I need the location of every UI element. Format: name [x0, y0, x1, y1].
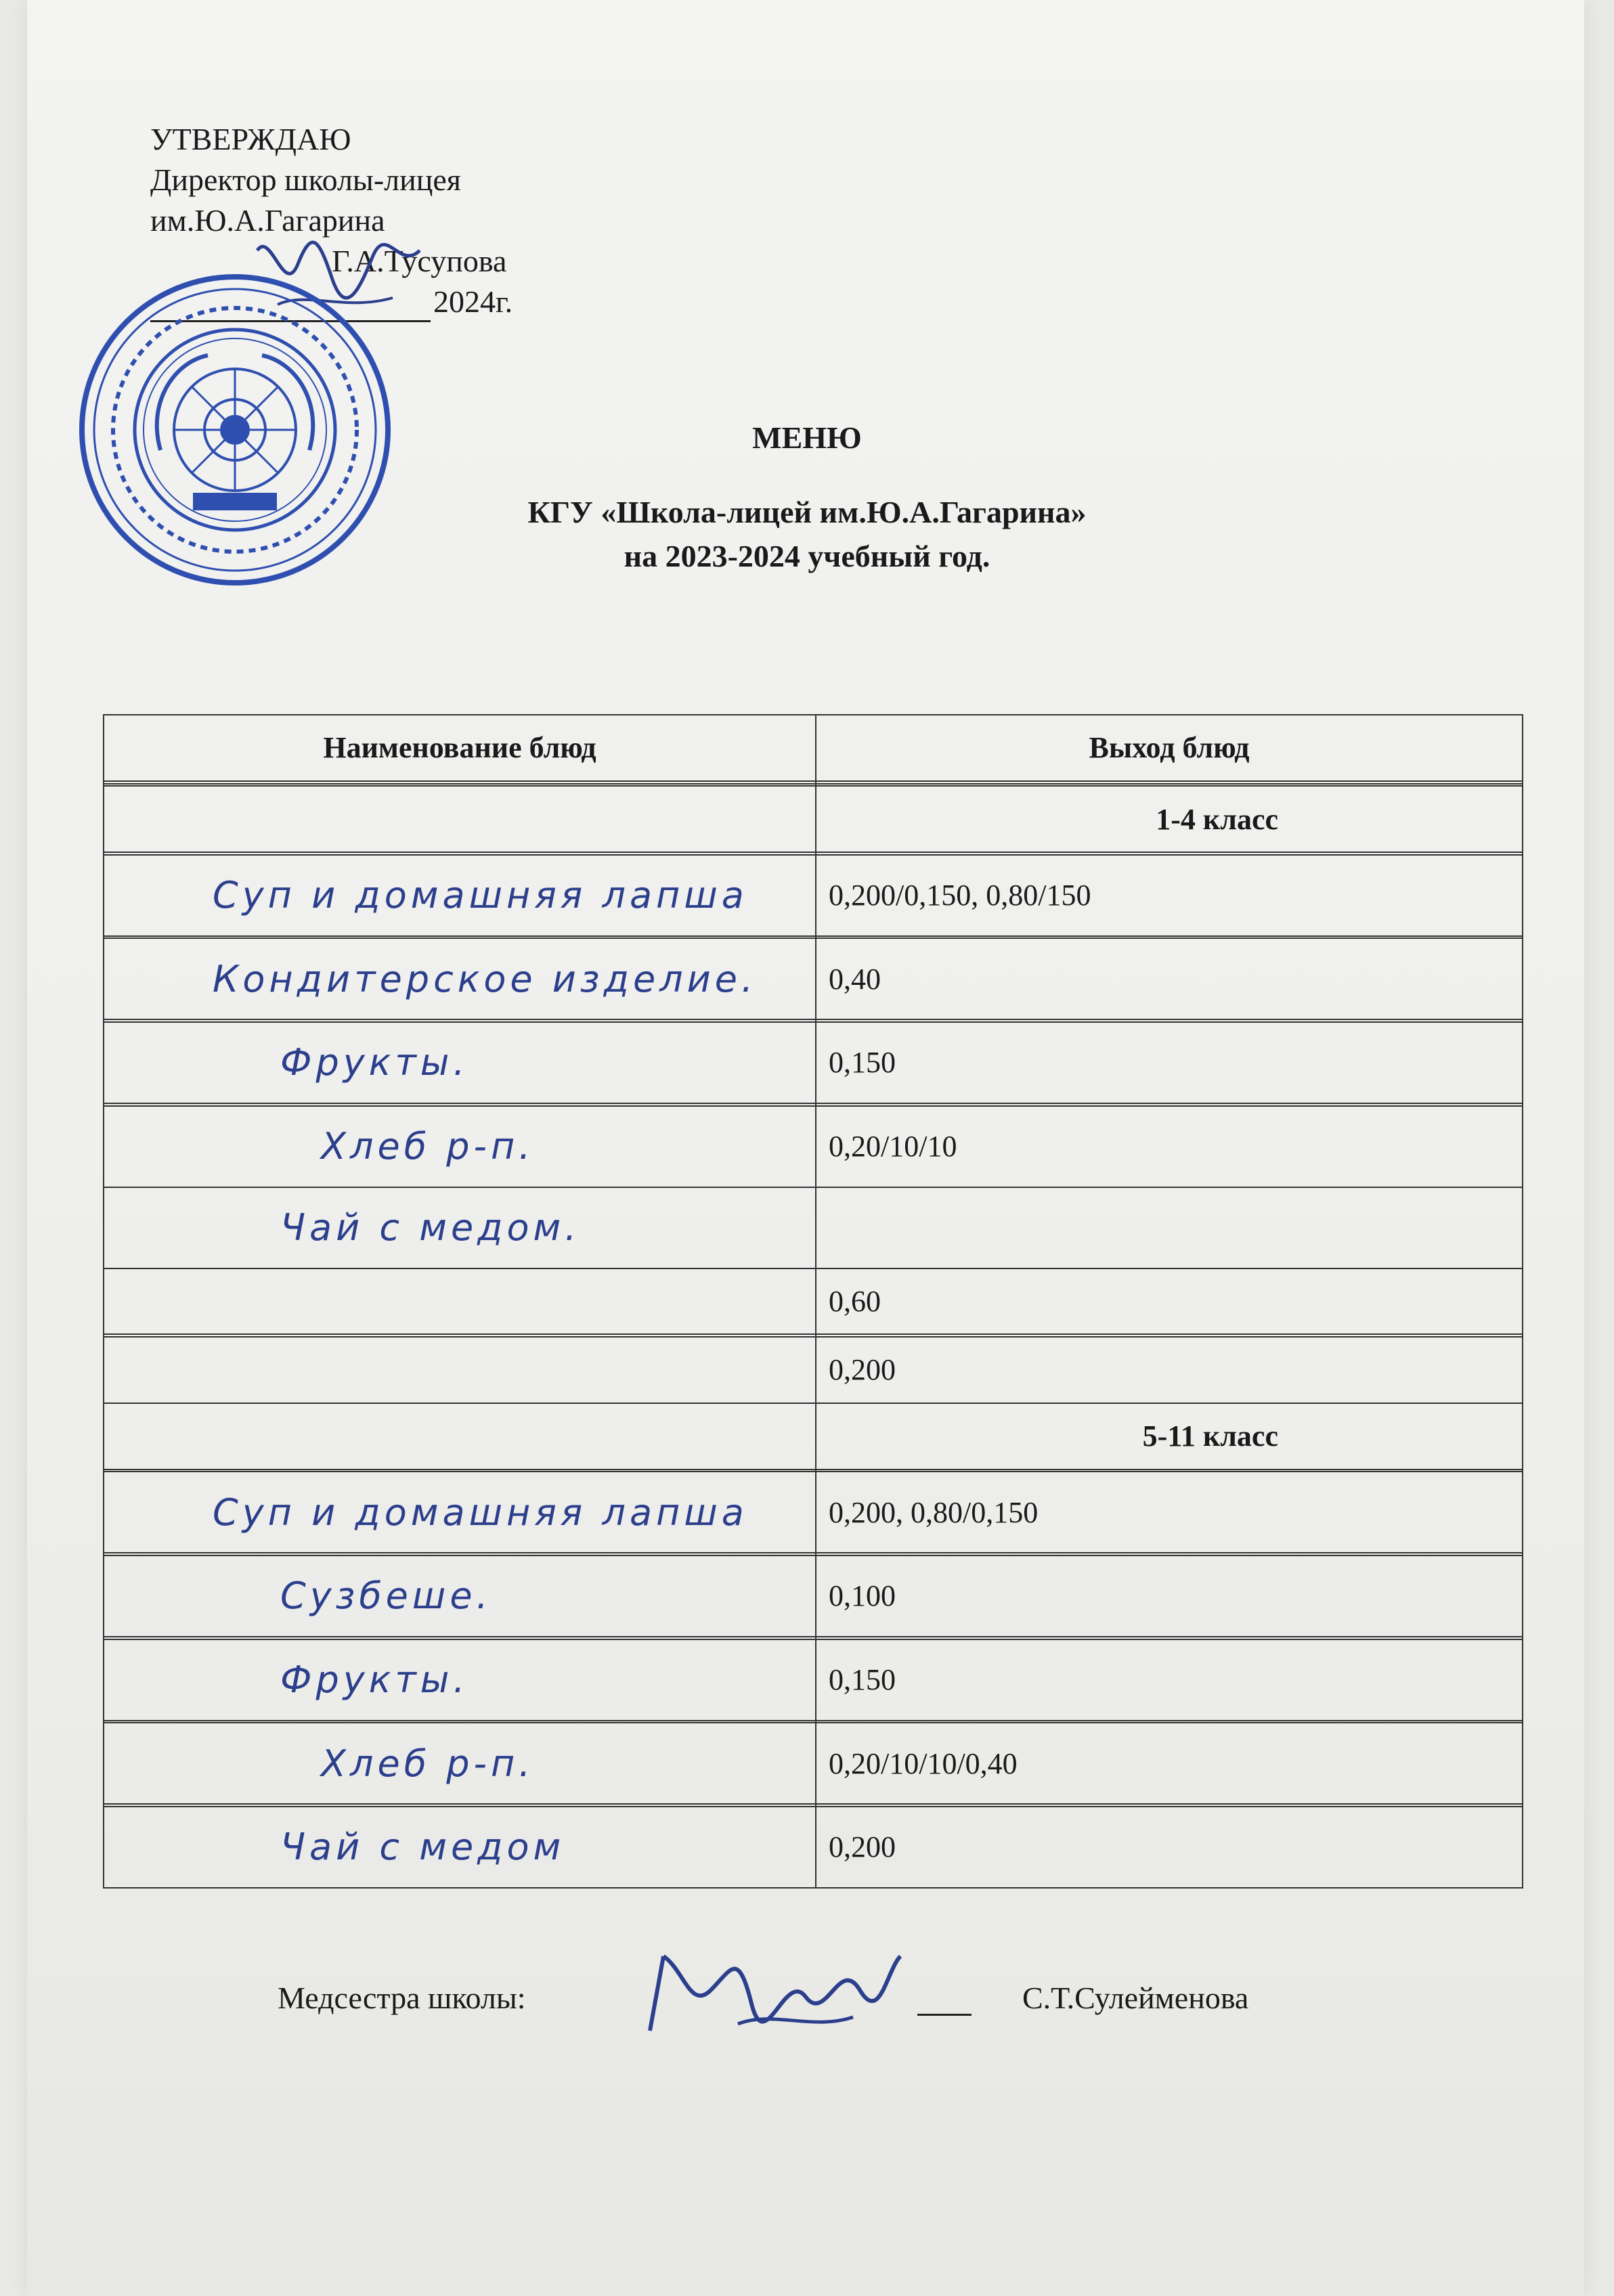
- output-cell: 0,100: [816, 1555, 1523, 1637]
- dish-cell: Фрукты.: [104, 1639, 816, 1721]
- approval-heading: УТВЕРЖДАЮ: [150, 122, 351, 156]
- approval-year: 2024г.: [433, 284, 513, 319]
- document-title: МЕНЮ: [752, 420, 862, 455]
- approval-position-line2: им.Ю.А.Гагарина: [150, 203, 385, 238]
- output-cell: 0,20/10/10: [816, 1106, 1523, 1187]
- dish-cell: Чай с медом: [104, 1807, 816, 1888]
- dish-cell: Хлеб р-п.: [104, 1106, 816, 1187]
- dish-cell: Фрукты.: [104, 1022, 816, 1103]
- nurse-label: Медсестра школы:: [278, 1981, 526, 2015]
- table-row: [104, 1403, 1523, 1470]
- output-cell: 0,150: [816, 1022, 1523, 1103]
- table-row: [104, 855, 1523, 936]
- output-cell: 0,200/0,150, 0,80/150: [816, 855, 1523, 936]
- table-row: [104, 1472, 1523, 1553]
- col-header-dish: Наименование блюд: [104, 715, 816, 781]
- school-year: на 2023-2024 учебный год.: [624, 539, 990, 573]
- table-row: [104, 1555, 1523, 1637]
- director-name: Г.А.Тусупова: [332, 244, 507, 278]
- nurse-name: С.Т.Сулейменова: [1022, 1981, 1249, 2015]
- table-row: [104, 1723, 1523, 1804]
- grade-header-1-4: 1-4 класс: [816, 786, 1523, 852]
- institution-name: КГУ «Школа-лицей им.Ю.А.Гагарина»: [527, 495, 1087, 529]
- grade-header-5-11: 5-11 класс: [816, 1403, 1523, 1470]
- table-row: [104, 786, 1523, 852]
- dish-cell: Чай с медом.: [104, 1187, 816, 1268]
- dish-cell: [104, 786, 816, 852]
- dish-cell: Сузбеше.: [104, 1555, 816, 1637]
- dish-cell: [104, 1403, 816, 1470]
- output-cell: 0,200, 0,80/0,150: [816, 1472, 1523, 1553]
- output-cell: 0,40: [816, 938, 1523, 1019]
- table-row: [104, 938, 1523, 1019]
- col-header-output: Выход блюд: [816, 715, 1523, 781]
- dish-cell: [104, 1337, 816, 1403]
- output-cell: [816, 1187, 1523, 1268]
- table-row: [104, 1807, 1523, 1888]
- output-cell: 0,150: [816, 1639, 1523, 1721]
- dish-cell: Суп и домашняя лапша: [104, 1472, 816, 1553]
- approval-position-line1: Директор школы-лицея: [150, 162, 461, 197]
- table-row: [104, 1022, 1523, 1103]
- table-row: [104, 1337, 1523, 1403]
- dish-cell: [104, 1268, 816, 1335]
- output-cell: 0,60: [816, 1268, 1523, 1335]
- output-cell: 0,200: [816, 1337, 1523, 1403]
- dish-cell: Кондитерское изделие.: [104, 938, 816, 1019]
- table-row: [104, 1268, 1523, 1335]
- table-row: [104, 1187, 1523, 1268]
- signature-dash: [917, 2014, 972, 2016]
- table-header-row: [104, 715, 1523, 781]
- dish-cell: Хлеб р-п.: [104, 1723, 816, 1804]
- table-row: [104, 1639, 1523, 1721]
- output-cell: 0,20/10/10/0,40: [816, 1723, 1523, 1804]
- output-cell: 0,200: [816, 1807, 1523, 1888]
- dish-cell: Суп и домашняя лапша: [104, 855, 816, 936]
- nurse-signature: [636, 1929, 907, 2051]
- table-row: [104, 1106, 1523, 1187]
- menu-table: [103, 714, 1523, 1889]
